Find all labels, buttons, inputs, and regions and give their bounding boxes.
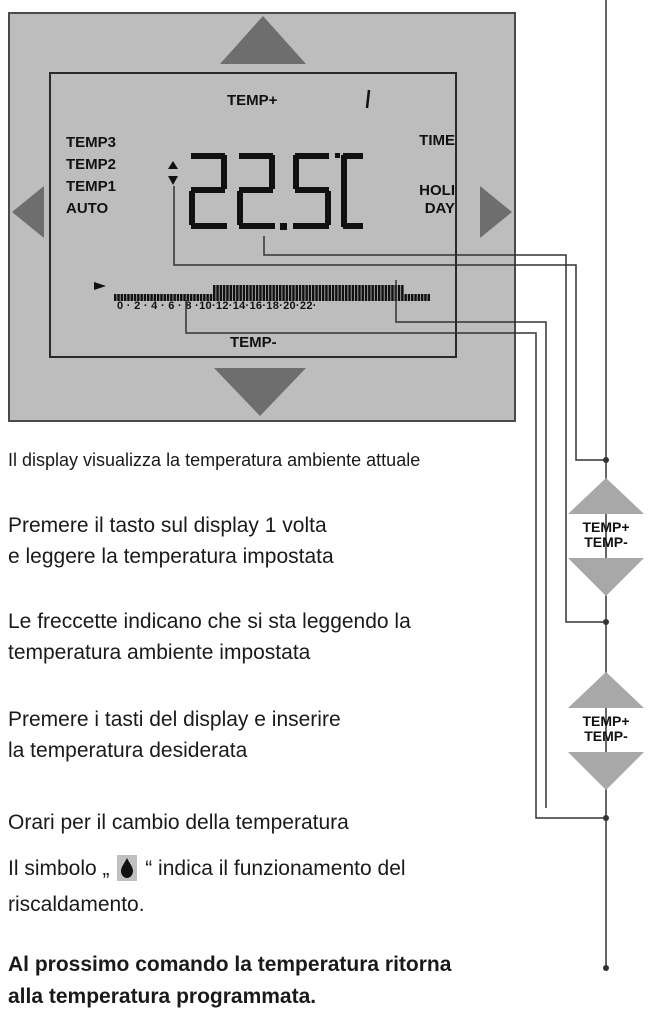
step-read-setpoint-line1: Premere il tasto sul display 1 volta bbox=[8, 514, 327, 537]
holiday-label-line2: DAY bbox=[424, 200, 455, 217]
side-label-2-plus: TEMP+ bbox=[582, 713, 630, 729]
step-heating-symbol bbox=[8, 854, 406, 883]
hour-scale: 0 · 2 · 4 · 6 · 8 ·10·12·14·16·18·20·22· bbox=[117, 300, 317, 312]
side-label-1-minus: TEMP- bbox=[584, 534, 628, 550]
step-return-note-line1: Al prossimo comando la temperatura ritorna bbox=[8, 953, 452, 976]
time-label: TIME bbox=[419, 132, 455, 149]
lcd-temp-plus-label: TEMP+ bbox=[227, 92, 278, 109]
side-label-2-minus: TEMP- bbox=[584, 728, 628, 744]
holiday-label-line1: HOLI bbox=[419, 182, 455, 199]
side-label-1-plus: TEMP+ bbox=[582, 519, 630, 535]
step-heating-pre: Il simbolo „ bbox=[8, 857, 110, 880]
side-label-1 bbox=[566, 520, 646, 550]
mode-temp2: TEMP2 bbox=[66, 156, 117, 173]
step-current-temp: Il display visualizza la temperatura ambiente attuale bbox=[8, 450, 421, 470]
side-label-2 bbox=[566, 714, 646, 744]
lcd-temp-minus-label: TEMP- bbox=[230, 334, 277, 351]
side-down-arrow-1[interactable] bbox=[566, 556, 646, 598]
step-set-temp-line1: Premere i tasti del display e inserire bbox=[8, 708, 341, 731]
step-return-note-line2: alla temperatura programmata. bbox=[8, 985, 317, 1008]
flame-icon bbox=[117, 855, 137, 881]
step-heating-post: “ indica il funzionamento del bbox=[145, 857, 406, 880]
step-arrows-meaning-line1: Le freccette indicano che si sta leggendo la bbox=[8, 610, 411, 633]
mode-temp1: TEMP1 bbox=[66, 178, 117, 195]
step-arrows-meaning-line2: temperatura ambiente impostata bbox=[8, 641, 311, 664]
step-heating-line2: riscaldamento. bbox=[8, 893, 145, 916]
mode-temp3: TEMP3 bbox=[66, 134, 117, 151]
step-schedule: Orari per il cambio della temperatura bbox=[8, 811, 349, 834]
step-read-setpoint-line2: e leggere la temperatura impostata bbox=[8, 545, 334, 568]
side-up-arrow-1[interactable] bbox=[566, 476, 646, 516]
side-down-arrow-2[interactable] bbox=[566, 750, 646, 792]
mode-auto: AUTO bbox=[66, 200, 109, 217]
step-set-temp-line2: la temperatura desiderata bbox=[8, 739, 248, 762]
side-up-arrow-2[interactable] bbox=[566, 670, 646, 710]
